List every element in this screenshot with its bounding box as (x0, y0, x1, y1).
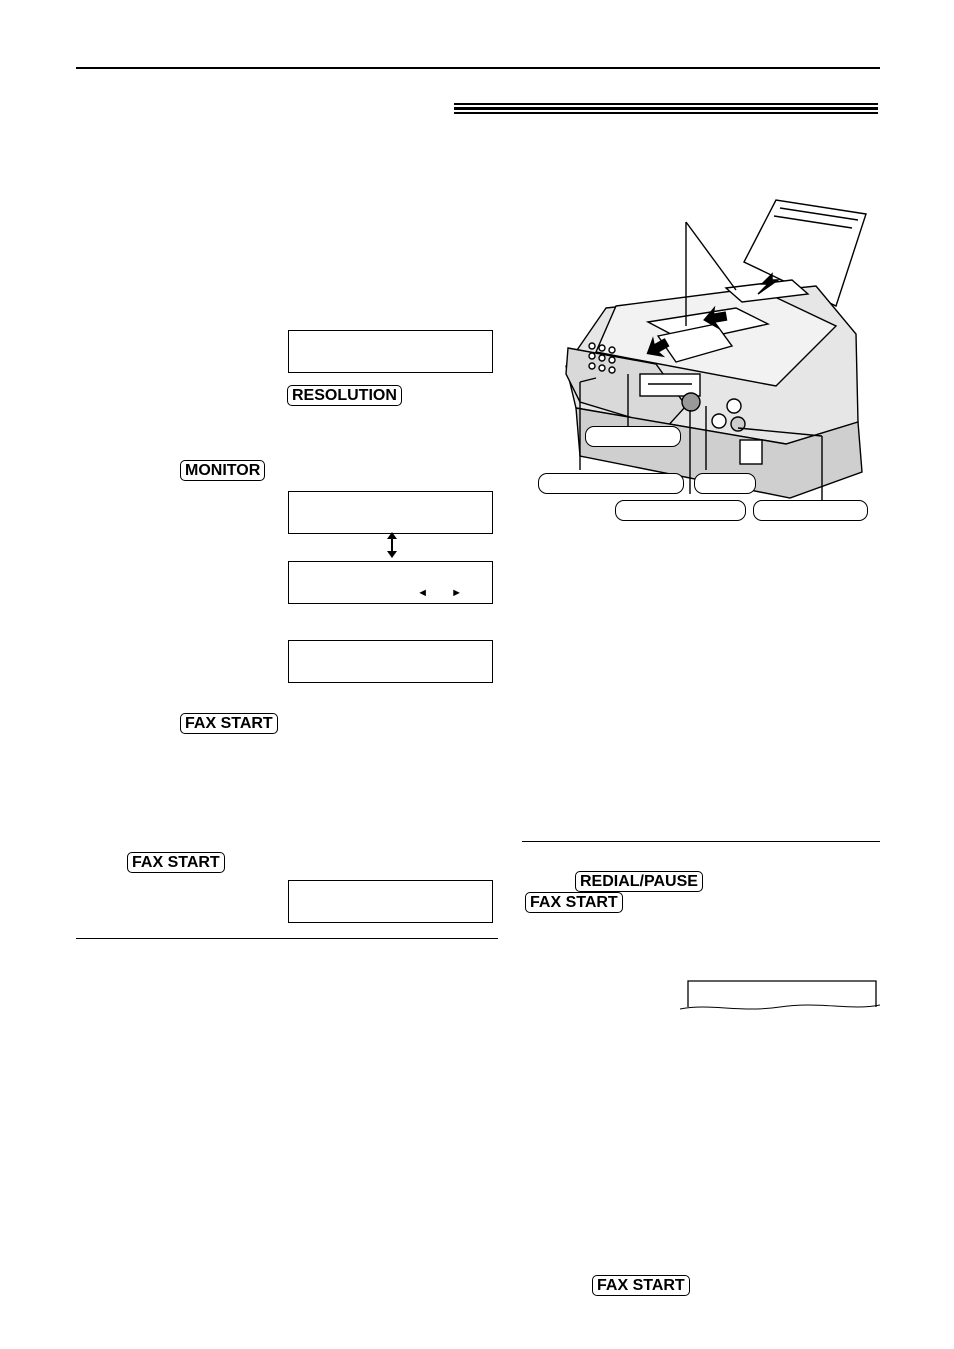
callout-label-3 (694, 473, 756, 494)
fax-start-key-1[interactable]: FAX START (180, 713, 278, 734)
fax-start-key-4[interactable]: FAX START (592, 1275, 690, 1296)
callout-label-2 (538, 473, 684, 494)
lcd-display-3 (288, 561, 493, 604)
left-column-rule (76, 938, 498, 939)
lcd-display-2 (288, 491, 493, 534)
callout-label-4 (615, 500, 746, 521)
redial-pause-key[interactable]: REDIAL/PAUSE (575, 871, 703, 892)
resolution-key[interactable]: RESOLUTION (287, 385, 402, 406)
lcd-display-5 (288, 880, 493, 923)
section-title-bars (454, 103, 878, 117)
right-column-rule (522, 841, 880, 842)
fax-start-key-3[interactable]: FAX START (525, 892, 623, 913)
monitor-key[interactable]: MONITOR (180, 460, 265, 481)
lcd-display-4 (288, 640, 493, 683)
lcd-display-torn (680, 979, 880, 1013)
lcd-display-1 (288, 330, 493, 373)
callout-label-1 (585, 426, 681, 447)
callout-label-5 (753, 500, 868, 521)
fax-start-key-2[interactable]: FAX START (127, 852, 225, 873)
lcd-arrows-icon: ◄ ► (417, 587, 472, 599)
up-down-arrow-icon (384, 532, 400, 558)
top-rule (76, 67, 880, 69)
